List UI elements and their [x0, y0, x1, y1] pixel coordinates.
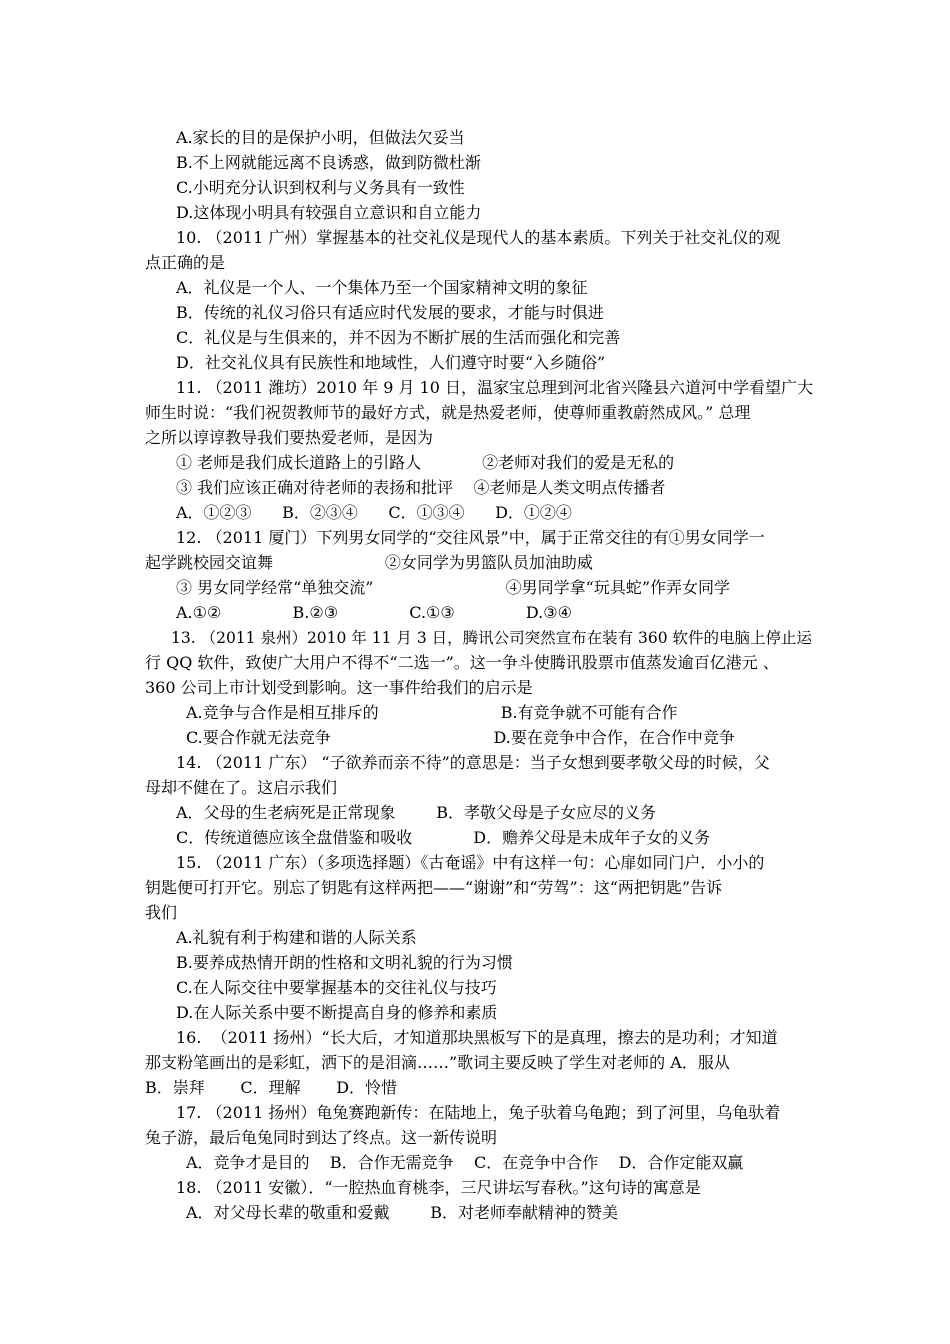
question-text: 我们	[145, 903, 178, 922]
question-text: 17. （2011 扬州）龟兔赛跑新传：在陆地上，兔子驮着乌龟跑；到了河里，乌龟驮着	[176, 1103, 781, 1122]
statement-text: ③ 我们应该正确对待老师的表扬和批评 ④老师是人类文明点传播者	[176, 478, 666, 497]
option-text: A．父母的生老病死是正常现象 B．孝敬父母是子女应尽的义务	[176, 803, 657, 822]
option-text: C.在人际交往中要掌握基本的交往礼仪与技巧	[176, 978, 497, 997]
option-text: C．传统道德应该全盘借鉴和吸收 D．赡养父母是未成年子女的义务	[176, 828, 711, 847]
option-text: A．礼仪是一个人、一个集体乃至一个国家精神文明的象征	[176, 278, 588, 297]
option-text: D.在人际关系中要不断提高自身的修养和素质	[176, 1003, 498, 1022]
question-text: 14. （2011 广东） “子欲养而亲不待”的意思是：当子女想到要孝敬父母的时候，父	[176, 753, 770, 772]
option-text: D．社交礼仪具有民族性和地域性，人们遵守时要“入乡随俗”	[176, 353, 606, 372]
question-text: 起学跳校园交谊舞 ②女同学为男篮队员加油助威	[145, 553, 593, 572]
question-text: 15. （2011 广东）（多项选择题）《古奄谣》中有这样一句：心扉如同门户．小小的	[176, 853, 765, 872]
option-text: B．传统的礼仪习俗只有适应时代发展的要求，才能与时俱进	[176, 303, 604, 322]
question-text: 360 公司上市计划受到影响。这一事件给我们的启示是	[145, 678, 533, 697]
option-text: D.这体现小明具有较强自立意识和自立能力	[176, 203, 482, 222]
option-text: A.竞争与合作是相互排斥的 B.有竞争就不可能有合作	[186, 703, 678, 722]
option-text: A.①② B.②③ C.①③ D.③④	[176, 603, 572, 622]
question-text: 母却不健在了。这启示我们	[145, 778, 338, 797]
option-text: B.不上网就能远离不良诱惑，做到防微杜渐	[176, 153, 481, 172]
option-text: A．竞争才是目的 B．合作无需竞争 C．在竞争中合作 D．合作定能双赢	[186, 1153, 744, 1172]
question-text: 11. （2011 潍坊）2010 年 9 月 10 日，温家宝总理到河北省兴隆县六道河中学看望广大	[176, 378, 814, 397]
statement-text: ③ 男女同学经常“单独交流” ④男同学拿“玩具蛇”作弄女同学	[176, 578, 731, 597]
option-text: C．礼仪是与生俱来的，并不因为不断扩展的生活而强化和完善	[176, 328, 621, 347]
option-text: C.要合作就无法竞争 D.要在竞争中合作，在合作中竞争	[186, 728, 735, 747]
question-text: 点正确的是	[145, 253, 226, 272]
question-text: 18. （2011 安徽）．“一腔热血育桃李，三尺讲坛写春秋。”这句诗的寓意是	[176, 1178, 701, 1197]
option-text: A．①②③ B．②③④ C．①③④ D．①②④	[176, 503, 572, 522]
question-text: 13. （2011 泉州）2010 年 11 月 3 日，腾讯公司突然宣布在装有 360 软件的电脑上停止运	[171, 629, 813, 647]
question-text: 之所以谆谆教导我们要热爱老师，是因为	[145, 428, 434, 447]
question-text: 10. （2011 广州）掌握基本的社交礼仪是现代人的基本素质。下列关于社交礼仪的观	[176, 228, 781, 247]
option-text: B．崇拜 C．理解 D．怜惜	[145, 1078, 398, 1097]
question-text: 钥匙便可打开它。别忘了钥匙有这样两把——“谢谢”和“劳驾”：这“两把钥匙”告诉	[145, 878, 723, 897]
statement-text: ① 老师是我们成长道路上的引路人 ②老师对我们的爱是无私的	[176, 453, 675, 472]
question-text: 兔子游，最后龟兔同时到达了终点。这一新传说明	[145, 1128, 498, 1147]
question-text: 那支粉笔画出的是彩虹，洒下的是泪滴……”歌词主要反映了学生对老师的 A．服从	[145, 1053, 730, 1072]
question-text: 师生时说：“我们祝贺教师节的最好方式，就是热爱老师，使尊师重教蔚然成风。” 总理	[145, 403, 751, 422]
option-text: B.要养成热情开朗的性格和文明礼貌的行为习惯	[176, 953, 513, 972]
question-text: 行 QQ 软件，致使广大用户不得不“二选一”。这一争斗使腾讯股票市值蒸发逾百亿港元 、	[145, 653, 779, 672]
question-text: 16. （2011 扬州）“长大后，才知道那块黑板写下的是真理，擦去的是功利；才知道	[176, 1028, 778, 1047]
option-text: C.小明充分认识到权利与义务具有一致性	[176, 178, 465, 197]
option-text: A.礼貌有利于构建和谐的人际关系	[176, 928, 417, 947]
option-text: A．对父母长辈的敬重和爱戴 B．对老师奉献精神的赞美	[186, 1203, 619, 1222]
option-text: A.家长的目的是保护小明，但做法欠妥当	[176, 128, 465, 147]
question-text: 12. （2011 厦门）下列男女同学的“交往风景”中，属于正常交往的有①男女同学一	[176, 528, 765, 547]
